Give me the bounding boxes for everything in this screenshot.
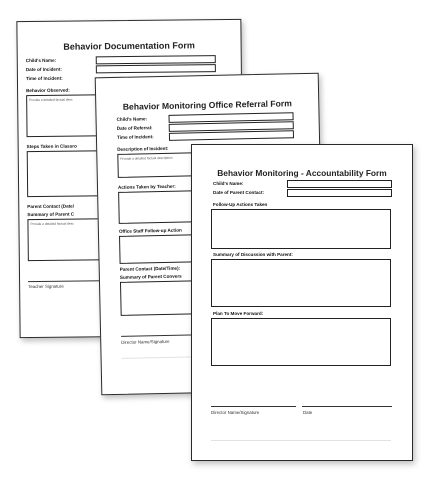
form2-time-label: Time of Incident: (116, 134, 154, 140)
form3-summary-discussion-box[interactable] (211, 259, 391, 307)
form2-office-staff-label: Office Staff Follow-up Action (118, 227, 182, 234)
form1-hint: Provide a detailed factual desc (29, 97, 73, 103)
form2-director-signature-label: Director Name/Signature (121, 338, 170, 345)
form3-title: Behavior Monitoring - Accountability Form (217, 168, 387, 178)
form2-time-field[interactable] (169, 130, 294, 141)
form2-parent-contact-label: Parent Contact (Date/Time): (119, 265, 181, 272)
form3-summary-discussion-label: Summary of Discussion with Parent: (213, 252, 293, 257)
form3-plan-forward-label: Plan To Move Forward: (213, 311, 264, 316)
form3-follow-up-box[interactable] (211, 209, 391, 249)
form3-childs-name-label: Child's Name: (213, 181, 244, 186)
form1-signature-line (28, 280, 103, 282)
form3-signature-line (211, 406, 296, 407)
form1-teacher-signature-label: Teacher Signature (28, 283, 64, 290)
form3-date-label: Date (303, 410, 313, 415)
form1-title: Behavior Documentation Form (63, 40, 195, 52)
form1-steps-taken-label: Steps Taken in Classro (26, 143, 77, 150)
form1-date-label: Date of Incident: (25, 66, 62, 73)
form1-date-field[interactable] (96, 64, 216, 73)
form3-follow-up-label: Follow-Up Actions Taken (213, 202, 268, 207)
form1-hint2: Provide a detailed factual desc (30, 221, 74, 227)
form1-time-label: Time of Incident: (25, 75, 63, 82)
form1-summary-parent-label: Summary of Parent C (27, 211, 75, 218)
form2-hint: Provide a detailed factual description (120, 155, 173, 161)
form3-childs-name-field[interactable] (287, 180, 392, 188)
form2-actions-teacher-label: Actions Taken by Teacher: (117, 183, 176, 190)
form2-title: Behavior Monitoring Office Referral Form (122, 98, 292, 112)
form3-director-signature-label: Director Name/Signature (211, 410, 260, 415)
form3-footer-line (211, 440, 391, 441)
form2-date-label: Date of Referral: (116, 125, 153, 131)
accountability-form-sheet (191, 144, 413, 461)
form3-plan-forward-box[interactable] (211, 318, 391, 366)
form3-date-parent-contact-label: Date of Parent Contact: (213, 190, 265, 195)
form2-signature-line (121, 334, 196, 337)
form2-summary-parent-label: Summary of Parent Convers (119, 273, 182, 280)
form1-parent-contact-label: Parent Contact (Date/ (27, 203, 75, 210)
form2-childs-name-label: Child's Name: (116, 116, 148, 122)
form2-description-label: Description of Incident: (117, 145, 169, 152)
form1-childs-name-field[interactable] (96, 55, 216, 64)
form1-behavior-observed-label: Behavior Observed: (26, 87, 70, 94)
form1-childs-name-label: Child's Name: (25, 57, 57, 64)
form3-date-parent-contact-field[interactable] (287, 189, 392, 197)
form3-date-line (302, 406, 392, 407)
